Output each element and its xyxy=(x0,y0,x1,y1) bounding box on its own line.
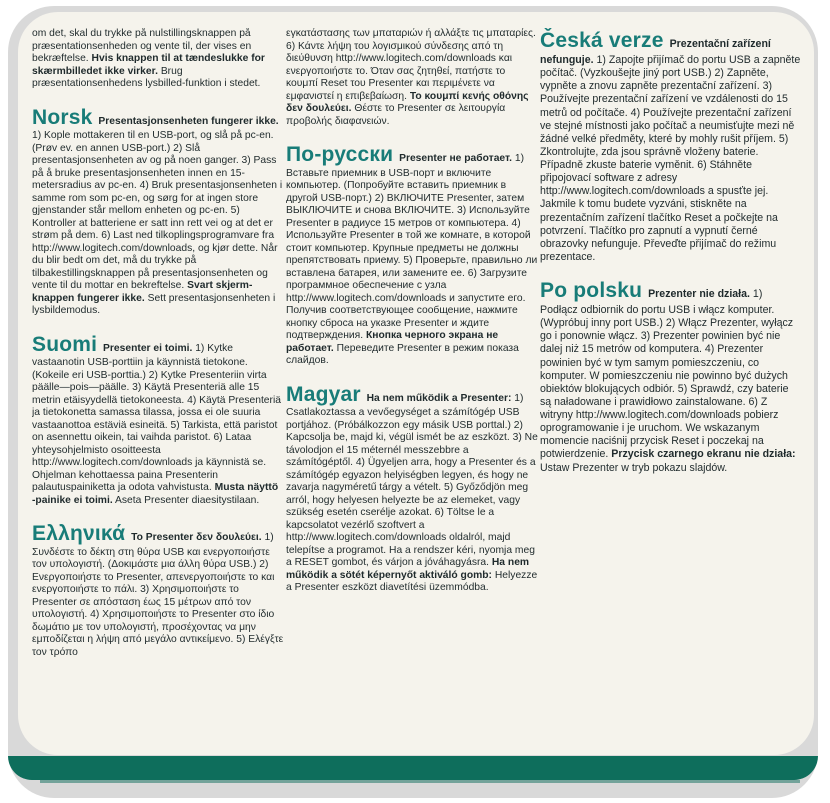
section-greek-continued xyxy=(286,28,538,128)
tail-magyar: Helyezze a Presenter eszközt diavetítési üzemmódba. xyxy=(286,569,538,593)
body-greek: 1) Συνδέστε το δέκτη στη θύρα USB και ενεργοποιήστε τον υπολογιστή. (Δοκιμάστε μια άλλη θύρα USB.) 2) Ενεργοποιήστε το Presenter, απενεργοποιήστε το και ενεργοποιήστε το πάλι. 3) Χρησιμοποιήστε το Presenter σε απόσταση έως 15 μέτρων από τον υπολογιστή. 4) Χρησιμοποιήστε το Presenter στο ίδιο δωμάτιο με τον υπολογιστή, προσέχοντας να μην εμποδίζεται η λήψη από μεγάλο αντικείμενο. 5) Ελέγξτε τον τρόπο xyxy=(32,532,284,658)
bold-polish: Przycisk czarnego ekranu nie działa: xyxy=(611,448,796,461)
danish-bold: Hvis knappen til at tændeslukke for skærmbilledet ikke virker. xyxy=(32,53,265,77)
body-suomi: 1) Kytke vastaanotin USB-porttiin ja käynnistä tietokone. (Kokeile eri USB-porttia.) 2) Kytke Presenteriin virta päälle—pois—päälle. 3) Käytä Presenteriä alle 15 metrin etäisyydellä tietokoneesta. 4) Käytä Presenteriä ja tietokonetta samassa tilassa, jossa ei ole suuria vastaanottoa estäviä esineitä. 5) Tarkista, että paristot on asennettu oikein, tai vaihda paristot. 6) Lataa yhteysohjelmisto osoitteesta http://www.logitech.com/downloads ja käynnistä se. Ohjelman kehottaessa paina Presenterin palautuspainiketta ja odota vahvistusta. xyxy=(32,342,281,493)
tail-polish: Ustaw Prezenter w tryb pokazu slajdów. xyxy=(540,461,728,474)
heading-magyar: Magyar xyxy=(286,382,361,406)
section-greek xyxy=(32,521,284,659)
tail-norsk: Sett presentasjonsenheten i lysbildemodus. xyxy=(32,292,276,316)
section-magyar xyxy=(286,382,538,595)
bold-russian: Кнопка черного экрана не работает. xyxy=(286,330,499,354)
tail-russian: Переведите Presenter в режим показа слайдов. xyxy=(286,342,519,366)
body-czech: 1) Zapojte přijímač do portu USB a zapněte počítač. (Vyzkoušejte jiný port USB.) 2) Zapněte, vypněte a znovu zapněte prezentační zařízení. 3) Používejte prezentační zařízení ve vzdálenosti do 15 metrů od počítače. 4) Používejte prezentační zařízení ve stejné místnosti jako počítač a neumisťujte mezi ně žádné velké předměty, které by mohly rušit příjem. 5) Zkontrolujte, zda jsou správně vloženy baterie. Případně zkuste baterie vyměnit. 6) Stáhněte připojovací software z adresy http://www.logitech.com/downloads a spusťte jej. Jakmile k tomu budete vyzváni, stiskněte na prezentačním zařízení tlačítko Reset a počkejte na potvrzení. Tlačítko pro zapnutí a vypnutí černé obrazovky nefunguje. Převeďte přijímač do režimu prezentace. xyxy=(540,54,801,263)
section-russian xyxy=(286,142,538,368)
column-2 xyxy=(286,28,538,595)
lead-suomi: Presenter ei toimi. xyxy=(103,342,193,354)
lead-polish: Prezenter nie działa. xyxy=(648,288,750,301)
section-danish-tail xyxy=(32,28,284,91)
tail-greek: Θέστε το Presenter σε λειτουργία προβολής διαφανειών. xyxy=(286,103,506,127)
section-norsk xyxy=(32,105,284,318)
section-polish xyxy=(540,278,802,475)
body-russian: 1) Вставьте приемник в USB-порт и включите компьютер. (Попробуйте вставить приемник в другой USB-порт.) 2) ВКЛЮЧИТЕ Presenter, затем ВЫКЛЮЧИТЕ и снова ВКЛЮЧИТЕ. 3) Используйте Presenter в радиусе 15 метров от компьютера. 4) Используйте Presenter в той же комнате, в которой стоит компьютер. Крупные предметы не должны препятствовать приему. 5) Проверьте, правильно ли вставлена батарея, или замените ее. 6) Загрузите программное обеспечение с узла http://www.logitech.com/downloads и запустите его. Получив соответствующее сообщение, нажмите кнопку сброса на указке Presenter и ждите подтверждения. xyxy=(286,153,538,341)
heading-norsk: Norsk xyxy=(32,105,93,129)
bold-norsk: Svart skjerm-knappen fungerer ikke. xyxy=(32,280,253,304)
body-greek-cont: εγκατάστασης των μπαταριών ή αλλάξτε τις μπαταρίες. 6) Κάντε λήψη του λογισμικού σύνδεσης από τη διεύθυνση http://www.logitech.com/downloads και ενεργοποιήστε το. Όταν σας ζητηθεί, πατήστε το κουμπί Reset του Presenter και περιμένετε να εμφανιστεί η επιβεβαίωση. xyxy=(286,28,536,102)
tail-suomi: Aseta Presenter diaesitystilaan. xyxy=(114,494,260,506)
heading-russian: По-русски xyxy=(286,143,394,166)
heading-suomi: Suomi xyxy=(32,332,98,356)
bold-suomi: Musta näyttö -painike ei toimi. xyxy=(32,482,279,506)
bottom-rule xyxy=(40,780,800,783)
heading-greek: Ελληνικά xyxy=(32,522,126,545)
lead-magyar: Ha nem működik a Presenter: xyxy=(366,392,512,404)
section-czech xyxy=(540,28,802,264)
lead-russian: Presenter не работает. xyxy=(399,153,513,164)
bold-greek: Το κουμπί κενής οθόνης δεν δουλεύει. xyxy=(286,90,529,114)
column-1 xyxy=(32,28,284,659)
body-magyar: 1) Csatlakoztassa a vevőegységet a számítógép USB portjához. (Próbálkozzon egy másik USB porttal.) 2) Kapcsolja be, majd ki, végül ismét be az eszközt. 3) Ne távolodjon el 15 méternél messzebbre a számítógéptől. 4) Ügyeljen arra, hogy a Presenter és a számítógép egyazon helyiségben legyen, és hogy ne zavarja nagyméretű tárgy a vételt. 5) Győződjön meg arról, hogy helyesen helyezte be az elemeket, vagy szükség esetén cserélje azokat. 6) Töltse le a kapcsolatot vezérlő szoftvert a http://www.logitech.com/downloads oldalról, majd telepítse a programot. Ha a rendszer kéri, nyomja meg a RESET gombot, és várjon a jóváhagyásra. xyxy=(286,392,538,568)
body-polish: 1) Podłącz odbiornik do portu USB i włącz komputer. (Wypróbuj inny port USB.) 2) Włącz Prezenter, wyłącz go i ponownie włącz. 3) Prezenter powinien być nie dalej niż 15 metrów od komputera. 4) Prezenter powinien być w tym samym pomieszczeniu, co komputer. W pomieszczeniu nie powinno być dużych obiektów blokujących odbiór. 5) Sprawdź, czy baterie są naładowane i prawidłowo zainstalowane. 6) Z witryny http://www.logitech.com/downloads pobierz oprogramowanie i je uruchom. We wskazanym momencie naciśnij przycisk Reset i poczekaj na potwierdzenie. xyxy=(540,288,794,461)
danish-text: om det, skal du trykke på nulstillingsknappen på præsentationsenheden og vente til, der vises en bekræftelse. xyxy=(32,28,252,64)
column-3 xyxy=(540,28,802,475)
lead-norsk: Presentasjonsenheten fungerer ikke. xyxy=(98,115,279,127)
bottom-band xyxy=(8,756,818,780)
section-suomi xyxy=(32,332,284,508)
lead-czech: Prezentační zařízení nefunguje. xyxy=(540,38,771,67)
heading-czech: Česká verze xyxy=(540,29,664,52)
body-norsk: 1) Kople mottakeren til en USB-port, og slå på pc-en. (Prøv ev. en annen USB-port.) 2) Slå presentasjonsenheten av og på noen ganger. 3) Pass på å bruke presentasjonsenheten innen en 15-metersradius av pc-en. 4) Bruk presentasjonsenheten i samme rom som pc-en, og sørg for at ingen store gjenstander står mellom enheten og pc-en. 5) Kontroller at batteriene er satt inn rett vei og at det er strøm på dem. 6) Last ned tilkoplingsprogramvare fra http://www.logitech.com/downloads, og kjør dette. Når du blir bedt om det, må du trykke på tilbakestillingsknappen på presentasjonsenheten og vente til du mottar en bekreftelse. xyxy=(32,130,283,291)
danish-tail-text: Brug præsentationsenhedens lysbilled-funktion i stedet. xyxy=(32,65,261,89)
bold-magyar: Ha nem működik a sötét képernyőt aktiváló gomb: xyxy=(286,557,530,581)
lead-greek: Το Presenter δεν δουλεύει. xyxy=(131,532,262,543)
heading-polish: Po polsku xyxy=(540,279,643,303)
